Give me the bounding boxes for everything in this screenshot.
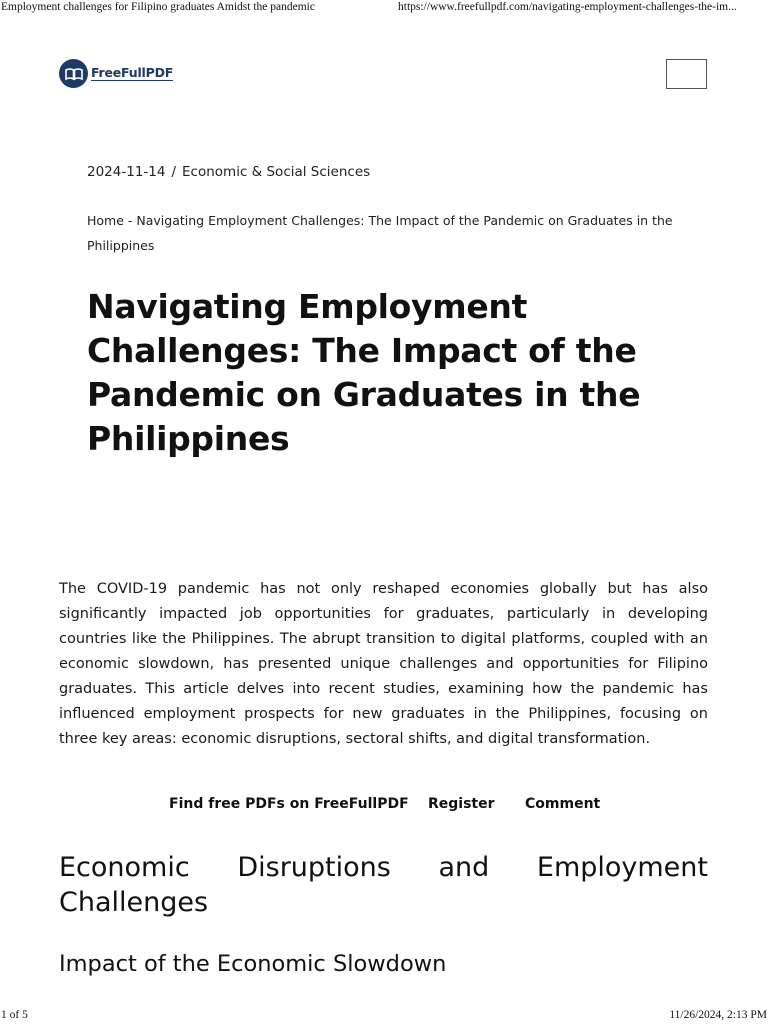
site-logo-text: FreeFullPDF <box>91 65 174 80</box>
article-date: 2024-11-14 <box>87 164 166 180</box>
meta-separator: / <box>171 164 177 180</box>
comment-link[interactable]: Comment <box>525 796 601 812</box>
page-title: Navigating Employment Challenges: The Impact of the Pandemic on Graduates in the Philippines <box>87 287 641 458</box>
print-header <box>0 0 768 18</box>
breadcrumb-separator: - <box>123 213 137 228</box>
register-link[interactable]: Register <box>428 796 495 812</box>
breadcrumb-current: Navigating Employment Challenges: The Impact of the Pandemic on Graduates in the Philippines <box>87 213 673 253</box>
print-footer <box>0 1008 768 1024</box>
print-page-number: 1 of 5 <box>1 1009 28 1021</box>
article-meta <box>87 164 370 180</box>
article-intro: The COVID-19 pandemic has not only reshaped economies globally but has also significantly impacted job opportunities for graduates, particularly in developing countries like the Philippines. The abrupt transition to digital platforms, coupled with an economic slowdown, has presented unique challenges and opportunities for Filipino graduates. This article delves into recent studies, examining how the pandemic has influenced employment prospects for new graduates in the Philippines, focusing on three key areas: economic disruptions, sectoral shifts, and digital transformation. <box>59 581 708 747</box>
print-datetime: 11/26/2024, 2:13 PM <box>669 1009 767 1021</box>
site-logo-link[interactable] <box>59 59 173 88</box>
section-heading: Economic Disruptions and Employment Challenges <box>59 852 708 918</box>
breadcrumb <box>87 208 687 258</box>
open-book-icon <box>59 59 88 88</box>
breadcrumb-home-link[interactable]: Home <box>87 213 124 228</box>
find-free-pdfs-link[interactable]: Find free PDFs on FreeFullPDF <box>169 796 409 812</box>
print-page-url: https://www.freefullpdf.com/navigating-employment-challenges-the-im... <box>398 1 737 13</box>
subsection-heading: Impact of the Economic Slowdown <box>59 951 447 977</box>
menu-toggle-button[interactable] <box>666 59 707 89</box>
article-category-link[interactable]: Economic & Social Sciences <box>182 164 371 180</box>
print-page-title: Employment challenges for Filipino graduates Amidst the pandemic <box>1 1 315 13</box>
